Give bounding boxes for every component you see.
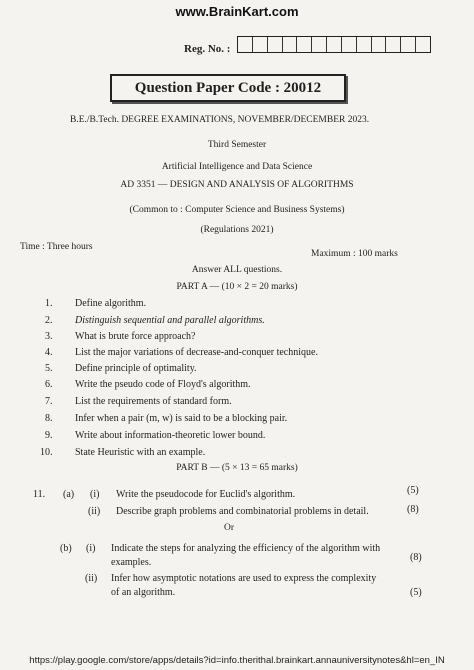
department: Artificial Intelligence and Data Science xyxy=(161,162,313,172)
exam-title: B.E./B.Tech. DEGREE EXAMINATIONS, NOVEMBER/DECEMBER 2023. xyxy=(70,115,370,125)
footer-link[interactable]: https://play.google.com/store/apps/details?id=info.therithal.brainkart.annauniversitynotes&hl=en_IN xyxy=(29,655,445,666)
max-marks: Maximum : 100 marks xyxy=(311,249,398,259)
semester: Third Semester xyxy=(207,140,267,150)
subquestion-label: (a) xyxy=(63,489,75,500)
question-number: 11. xyxy=(33,489,46,500)
question-number: 7. xyxy=(45,396,53,407)
question-text: Infer how asymptotic notations are used to express the complexity xyxy=(111,573,377,584)
question-number: 6. xyxy=(45,379,53,390)
subpart-label: (ii) xyxy=(88,506,101,517)
question-number: 4. xyxy=(45,347,53,358)
marks: (8) xyxy=(407,504,419,515)
regulations: (Regulations 2021) xyxy=(200,225,274,235)
question-text: of an algorithm. xyxy=(111,587,176,598)
or-separator: Or xyxy=(224,523,235,533)
question-text: Write the pseudo code of Floyd's algorithm. xyxy=(75,379,251,390)
subquestion-label: (b) xyxy=(60,543,72,554)
question-text: What is brute force approach? xyxy=(75,331,196,342)
question-number: 1. xyxy=(45,298,53,309)
question-text: List the major variations of decrease-and-conquer technique. xyxy=(75,347,318,358)
question-text: List the requirements of standard form. xyxy=(75,396,232,407)
question-number: 3. xyxy=(45,331,53,342)
question-text: Describe graph problems and combinatorial problems in detail. xyxy=(116,506,369,517)
site-header[interactable]: www.BrainKart.com xyxy=(175,4,299,19)
question-number: 5. xyxy=(45,363,53,374)
question-text: Indicate the steps for analyzing the efficiency of the algorithm with xyxy=(111,543,381,554)
question-text: Write the pseudocode for Euclid's algorithm. xyxy=(116,489,296,500)
question-text: State Heuristic with an example. xyxy=(75,447,206,458)
part-b-title: PART B — (5 × 13 = 65 marks) xyxy=(176,463,298,473)
time-label: Time : Three hours xyxy=(20,242,93,252)
marks: (8) xyxy=(410,552,422,563)
question-text: examples. xyxy=(111,557,152,568)
question-text: Define algorithm. xyxy=(75,298,147,309)
question-paper-code: Question Paper Code : 20012 xyxy=(110,74,346,102)
question-text: Define principle of optimality. xyxy=(75,363,197,374)
subpart-label: (i) xyxy=(90,489,100,500)
marks: (5) xyxy=(410,587,422,598)
part-a-title: PART A — (10 × 2 = 20 marks) xyxy=(176,282,298,292)
common-to: (Common to : Computer Science and Business Systems) xyxy=(129,205,345,215)
question-text: Write about information-theoretic lower bound. xyxy=(75,430,266,441)
reg-no-label: Reg. No. : xyxy=(184,43,231,55)
question-number: 8. xyxy=(45,413,53,424)
subpart-label: (i) xyxy=(86,543,96,554)
marks: (5) xyxy=(407,485,419,496)
course-title: AD 3351 — DESIGN AND ANALYSIS OF ALGORITHMS xyxy=(120,180,354,190)
question-number: 2. xyxy=(45,315,53,326)
reg-no-boxes xyxy=(237,36,431,53)
question-text: Infer when a pair (m, w) is said to be a blocking pair. xyxy=(75,413,288,424)
subpart-label: (ii) xyxy=(85,573,98,584)
question-number: 10. xyxy=(40,447,53,458)
question-number: 9. xyxy=(45,430,53,441)
question-text: Distinguish sequential and parallel algorithms. xyxy=(75,315,265,326)
instruction: Answer ALL questions. xyxy=(191,265,283,275)
